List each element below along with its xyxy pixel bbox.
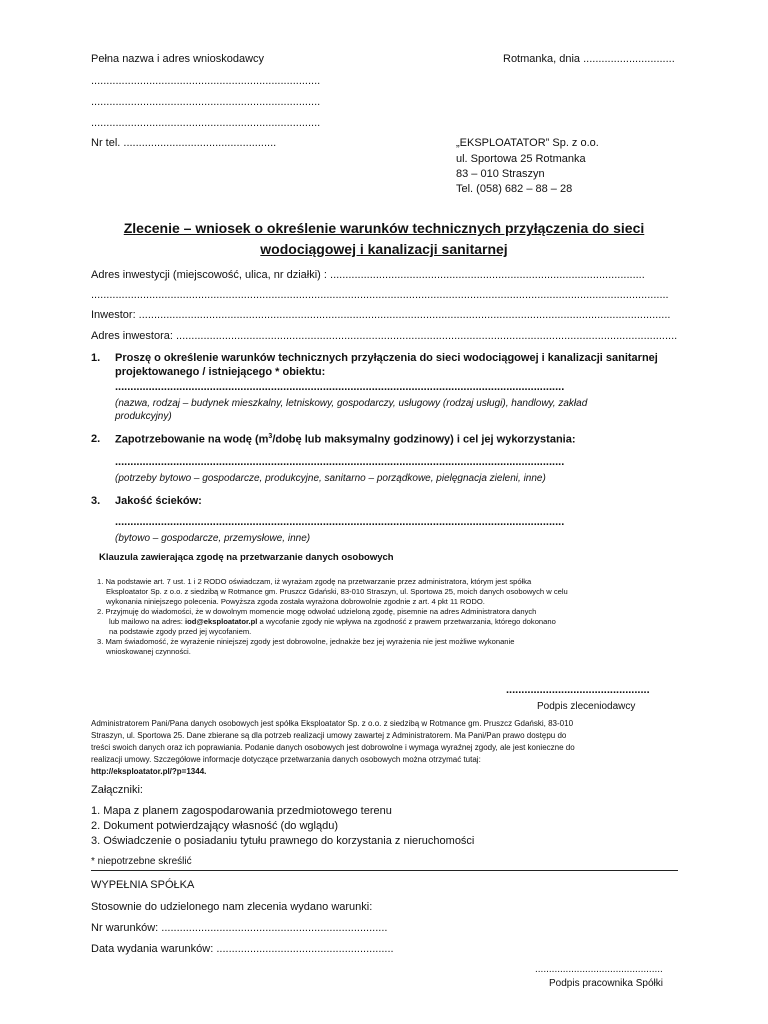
section-1-text-line-1: Proszę o określenie warunków technicznych przyłączenia do sieci wodociągowej i kanalizacji sanitarnej bbox=[115, 352, 658, 364]
investor-field[interactable]: Inwestor: .............................................................................................................................................................................. bbox=[91, 309, 671, 321]
section-3-dots[interactable]: ................................................................................................................................................... bbox=[115, 516, 565, 528]
section-1-note-line-2: produkcyjny) bbox=[115, 411, 172, 422]
admin-info-line-2: Straszyn, ul. Sportowa 25. Dane zbierane są dla potrzeb realizacji umowy zawartej z Administratorem. Ma Pani/Pan prawo dostępu do bbox=[91, 731, 567, 740]
place-date-field[interactable]: Rotmanka, dnia .............................. bbox=[503, 53, 675, 65]
company-name: „EKSPLOATATOR” Sp. z o.o. bbox=[456, 137, 599, 149]
section-3-note: (bytowo – gospodarcze, przemysłowe, inne) bbox=[115, 533, 311, 544]
admin-info-line-4: realizacji umowy. Szczegółowe informacje dotyczące przetwarzania danych osobowych można otrzymać tutaj: bbox=[91, 755, 481, 764]
section-2-text-a: Zapotrzebowanie na wodę (m bbox=[115, 433, 269, 446]
applicant-label: Pełna nazwa i adres wnioskodawcy bbox=[91, 53, 265, 65]
consent-item-1-line-2: Eksploatator Sp. z o.o. z siedzibą w Rotmance gm. Pruszcz Gdański, 83-010 Straszyn, ul. Sportowa 25, moich danych osobowych w celu bbox=[106, 587, 568, 596]
section-1-dots[interactable]: ................................................................................................................................................... bbox=[115, 381, 565, 393]
consent-item-3-line-2: wnioskowanej czynności. bbox=[106, 647, 191, 656]
section-2-text bbox=[115, 433, 576, 446]
section-divider bbox=[91, 870, 678, 871]
client-signature-line[interactable]: ............................................... bbox=[506, 684, 650, 696]
conditions-date-field[interactable]: Data wydania warunków: .......................................................... bbox=[91, 943, 394, 955]
admin-info-link[interactable]: http://eksploatator.pl/?p=1344. bbox=[91, 767, 207, 776]
admin-info-line-1: Administratorem Pani/Pana danych osobowych jest spółka Eksploatator Sp. z o.o. z siedzibą w Rotmance gm. Pruszcz Gdański, 83-010 bbox=[91, 719, 574, 728]
employee-signature-label: Podpis pracownika Spółki bbox=[549, 978, 663, 989]
section-3-text: Jakość ścieków: bbox=[115, 495, 202, 507]
consent-item-2-text-a: lub mailowo na adres: bbox=[109, 617, 185, 626]
section-2-text-b: /dobę lub maksymalny godzinowy) i cel jej wykorzystania: bbox=[272, 433, 576, 446]
attachment-item-1: 1. Mapa z planem zagospodarowania przedmiotowego terenu bbox=[91, 805, 392, 817]
footnote: * niepotrzebne skreślić bbox=[91, 856, 192, 867]
section-2-number: 2. bbox=[91, 433, 101, 445]
section-1-note-line-1: (nazwa, rodzaj – budynek mieszkalny, letniskowy, gospodarczy, usługowy (rodzaj usługi), handlowy, zakład bbox=[115, 398, 588, 409]
title-line-2: wodociągowej i kanalizacji sanitarnej bbox=[260, 241, 508, 257]
consent-item-2-line-3: na podstawie zgody przed jej wycofaniem. bbox=[109, 627, 252, 636]
section-3-number: 3. bbox=[91, 495, 101, 507]
section-2-note: (potrzeby bytowo – gospodarcze, produkcyjne, sanitarno – porządkowe, pielęgnacja zieleni, inne) bbox=[115, 473, 546, 484]
client-signature-label: Podpis zleceniodawcy bbox=[537, 701, 636, 712]
company-street: ul. Sportowa 25 Rotmanka bbox=[456, 153, 586, 165]
company-postal: 83 – 010 Straszyn bbox=[456, 168, 545, 180]
applicant-line-1[interactable]: ........................................................................... bbox=[91, 75, 321, 87]
consent-item-3-line-1: 3. Mam świadomość, że wyrażenie niniejszej zgody jest dobrowolne, jednakże bez jej wyrażenia nie jest możliwe wykonanie bbox=[97, 637, 515, 646]
consent-item-1-line-1: 1. Na podstawie art. 7 ust. 1 i 2 RODO oświadczam, iż wyrażam zgodę na przetwarzanie przez administratora, którym jest spółka bbox=[97, 577, 532, 586]
admin-info-line-3: treści swoich danych oraz ich poprawiania. Podanie danych osobowych jest dobrowolne i wymaga wyraźnej zgody, ale jest konieczne do bbox=[91, 743, 575, 752]
investment-address-cont-field[interactable]: ............................................................................................................................................................................................. bbox=[91, 289, 669, 301]
section-2-dots[interactable]: ................................................................................................................................................... bbox=[115, 456, 565, 468]
phone-field[interactable]: Nr tel. .................................................. bbox=[91, 137, 277, 149]
section-1-text-line-2: projektowanego / istniejącego * obiektu: bbox=[115, 366, 326, 378]
consent-email-link[interactable]: iod@eksploatator.pl bbox=[184, 617, 258, 626]
title-line-1: Zlecenie – wniosek o określenie warunków technicznych przyłączenia do sieci bbox=[123, 220, 645, 236]
conditions-number-field[interactable]: Nr warunków: .......................................................................... bbox=[91, 922, 388, 934]
applicant-line-3[interactable]: ........................................................................... bbox=[91, 117, 321, 129]
consent-item-1-line-3: wykonania niniejszego polecenia. Powyższa zgoda została wyrażona dobrowolnie zgodnie z art. 4 pkt 11 RODO. bbox=[106, 597, 485, 606]
attachment-item-3: 3. Oświadczenie o posiadaniu tytułu prawnego do korzystania z nieruchomości bbox=[91, 835, 475, 847]
section-1-number: 1. bbox=[91, 352, 101, 364]
consent-item-2-text-b: a wycofanie zgody nie wpływa na zgodność z prawem przetwarzania, którego dokonano bbox=[257, 617, 556, 626]
attachments-label: Załączniki: bbox=[91, 784, 143, 796]
company-tel: Tel. (058) 682 – 88 – 28 bbox=[456, 183, 573, 195]
investor-address-field[interactable]: Adres inwestora: .................................................................................................................................................................... bbox=[91, 330, 678, 342]
consent-item-2-line-1: 2. Przyjmuję do wiadomości, że w dowolnym momencie mogę odwołać udzieloną zgodę, pisemnie na adres Administratora danych bbox=[97, 607, 537, 616]
consent-heading: Klauzula zawierająca zgodę na przetwarzanie danych osobowych bbox=[99, 552, 394, 563]
employee-signature-line[interactable]: .............................................. bbox=[535, 964, 663, 975]
conditions-issued-text: Stosownie do udzielonego nam zlecenia wydano warunki: bbox=[91, 901, 373, 913]
applicant-line-2[interactable]: ........................................................................... bbox=[91, 96, 321, 108]
consent-item-2-line-2 bbox=[109, 617, 556, 626]
company-section-heading: WYPEŁNIA SPÓŁKA bbox=[91, 879, 195, 891]
section-2-superscript: 3 bbox=[268, 433, 273, 440]
investment-address-field[interactable]: Adres inwestycji (miejscowość, ulica, nr działki) : ....................................................................................................... bbox=[91, 269, 645, 281]
attachment-item-2: 2. Dokument potwierdzający własność (do wglądu) bbox=[91, 820, 339, 832]
